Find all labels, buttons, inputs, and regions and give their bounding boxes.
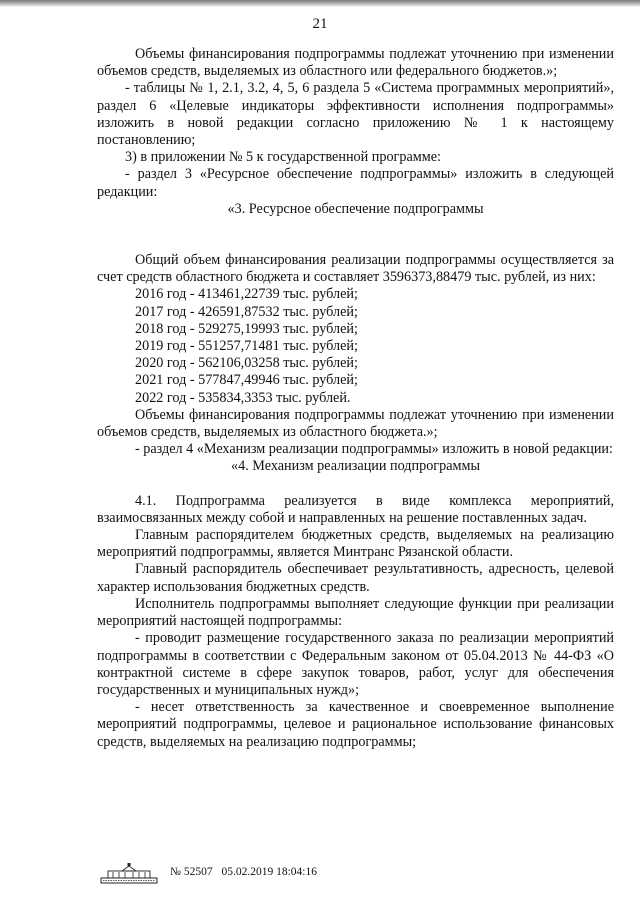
year-funding-line: 2021 год - 577847,49946 тыс. рублей; bbox=[135, 372, 358, 389]
total-funding-paragraph: Общий объем финансирования реализации подпрограммы осуществляется за счет средств областного бюджета и составляет 3596373,88479 тыс. рублей, из них: bbox=[97, 252, 614, 286]
paragraph: - таблицы № 1, 2.1, 3.2, 4, 5, 6 раздела 5 «Система программных мероприятий», раздел 6 «Целевые индикаторы эффективности исполнения подпрограммы» изложить в новой редакции согласно приложению № 1 к настоящему постановлению; bbox=[97, 80, 614, 149]
page-number: 21 bbox=[312, 16, 328, 32]
paragraph: - раздел 4 «Механизм реализации подпрограммы» изложить в новой редакции: bbox=[135, 441, 613, 458]
paragraph: Главный распорядитель обеспечивает результативность, адресность, целевой характер использования бюджетных средств. bbox=[97, 561, 614, 595]
document-datetime: 05.02.2019 18:04:16 bbox=[221, 866, 317, 878]
building-stamp-icon bbox=[100, 862, 158, 884]
paragraph: Объемы финансирования подпрограммы подлежат уточнению при изменении объемов средств, выделяемых из областного бюджета.»; bbox=[97, 406, 614, 441]
paragraph: Объемы финансирования подпрограммы подлежат уточнению при изменении объемов средств, выделяемых из областного или федерального бюджетов.»; bbox=[97, 46, 614, 80]
footer-stamp-text bbox=[170, 866, 323, 878]
scan-edge bbox=[0, 0, 640, 7]
paragraph: Главным распорядителем бюджетных средств, выделяемых на реализацию мероприятий подпрограммы, является Минтранс Рязанской области. bbox=[97, 527, 614, 561]
year-funding-line: 2020 год - 562106,03258 тыс. рублей; bbox=[135, 355, 358, 372]
paragraph: 4.1. Подпрограмма реализуется в виде комплекса мероприятий, взаимосвязанных между собой и направленных на решение поставленных задач. bbox=[97, 492, 614, 526]
footer bbox=[100, 862, 400, 884]
year-funding-line: 2016 год - 413461,22739 тыс. рублей; bbox=[135, 286, 358, 303]
paragraph: Исполнитель подпрограммы выполняет следующие функции при реализации мероприятий настоящей подпрограммы: bbox=[97, 595, 614, 630]
section-heading: «4. Механизм реализации подпрограммы bbox=[231, 458, 480, 475]
paragraph: - проводит размещение государственного заказа по реализации мероприятий подпрограммы в соответствии с Федеральным законом от 05.04.2013 № 44-ФЗ «О контрактной системе в сфере закупок товаров, работ, услуг для обеспечения государственных и муниципальных нужд»; bbox=[97, 630, 614, 698]
paragraph: 3) в приложении № 5 к государственной программе: bbox=[125, 149, 441, 166]
paragraph: - несет ответственность за качественное и своевременное выполнение мероприятий подпрограммы, целевое и рациональное использование финансовых средств, выделяемых на реализацию подпрограммы; bbox=[97, 699, 614, 750]
paragraph: - раздел 3 «Ресурсное обеспечение подпрограммы» изложить в следующей редакции: bbox=[97, 166, 614, 200]
year-funding-line: 2018 год - 529275,19993 тыс. рублей; bbox=[135, 320, 358, 337]
year-funding-line: 2022 год - 535834,3353 тыс. рублей. bbox=[135, 389, 351, 406]
document-body bbox=[97, 46, 614, 751]
year-funding-line: 2019 год - 551257,71481 тыс. рублей; bbox=[135, 338, 358, 355]
document-number: № 52507 bbox=[170, 866, 213, 878]
year-funding-line: 2017 год - 426591,87532 тыс. рублей; bbox=[135, 303, 358, 320]
section-heading: «3. Ресурсное обеспечение подпрограммы bbox=[227, 200, 484, 217]
